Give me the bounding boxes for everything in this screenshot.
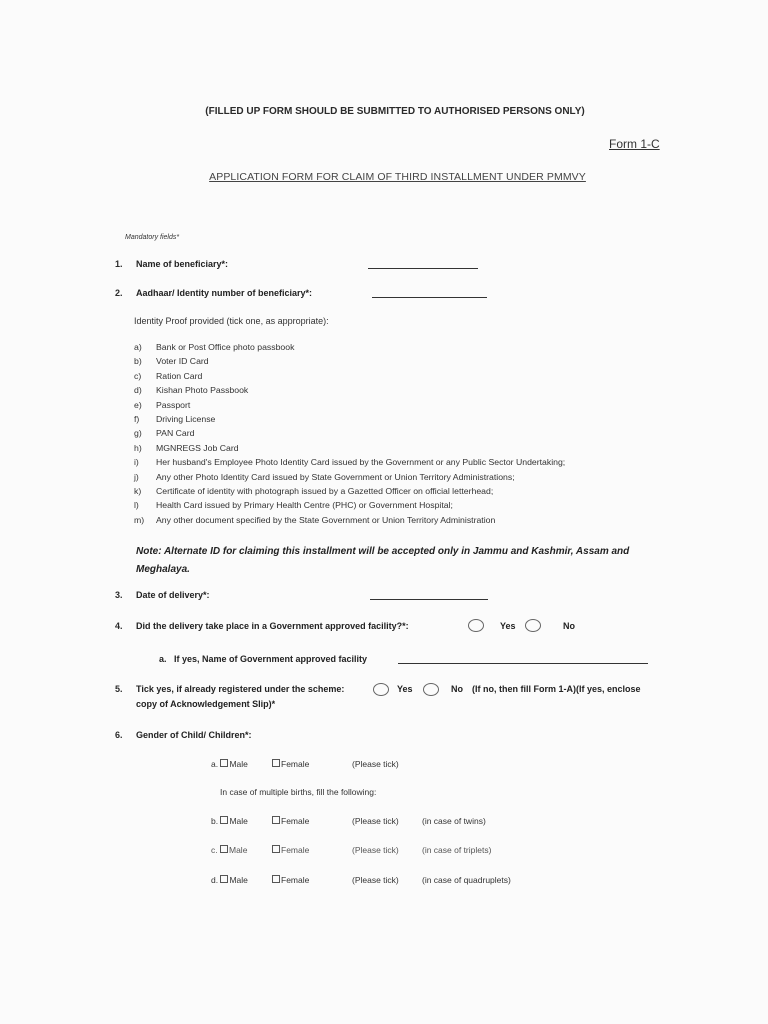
list-item[interactable]: b) Voter ID Card (134, 356, 209, 367)
id-proof-list (134, 340, 565, 527)
q5-no-radio[interactable] (423, 683, 439, 696)
list-item[interactable]: a) Bank or Post Office photo passbook (134, 342, 295, 352)
gender-row-d-tick: (Please tick) (352, 875, 399, 885)
checkbox-icon (272, 759, 280, 767)
list-item[interactable]: i) Her husband's Employee Photo Identity Card issued by the Government or any Public Sector Undertaking; (134, 457, 566, 468)
list-item[interactable]: e) Passport (134, 399, 191, 410)
list-item[interactable]: m) Any other document specified by the State Government or Union Territory Administration (134, 514, 496, 525)
gender-row-c-tick: (Please tick) (352, 845, 399, 855)
gender-row-a-male[interactable]: a. Male (211, 759, 248, 769)
gender-row-c-male[interactable]: c. Male (211, 845, 248, 855)
q3-number: 3. (115, 590, 123, 600)
q5-number: 5. (115, 684, 123, 694)
checkbox-icon (220, 816, 228, 824)
gender-row-a-female[interactable]: Female (272, 759, 309, 769)
form-code: Form 1-C (609, 137, 660, 151)
aadhaar-number-field[interactable] (372, 297, 487, 298)
q4a-label: a. If yes, Name of Government approved facility (159, 654, 368, 664)
alternate-id-note: Note: Alternate ID for claiming this installment will be accepted only in Jammu and Kashmir, Assam and Meghalaya. (136, 546, 630, 575)
q5-label: Tick yes, if already registered under the scheme: (136, 684, 345, 694)
gender-row-b-case: (in case of twins) (422, 816, 486, 826)
header-note: (FILLED UP FORM SHOULD BE SUBMITTED TO AUTHORISED PERSONS ONLY) (205, 106, 585, 117)
q4-label: Did the delivery take place in a Government approved facility?*: (136, 621, 409, 631)
list-item[interactable]: f) Driving License (134, 413, 216, 424)
gender-row-b-tick: (Please tick) (352, 816, 399, 826)
q6-label: Gender of Child/ Children*: (136, 730, 252, 740)
q5-yes-label: Yes (397, 684, 413, 694)
q6-number: 6. (115, 730, 123, 740)
form-title: APPLICATION FORM FOR CLAIM OF THIRD INSTALLMENT UNDER PMMVY (209, 171, 586, 183)
delivery-date-field[interactable] (370, 599, 488, 600)
gender-row-d-female[interactable]: Female (272, 875, 309, 885)
gender-row-b-male[interactable]: b. Male (211, 816, 248, 826)
multiple-births-note: In case of multiple births, fill the following: (220, 787, 377, 797)
q1-label: Name of beneficiary*: (136, 259, 229, 269)
q5-tail: (If no, then fill Form 1-A)(If yes, enclose (472, 684, 641, 694)
gender-row-a-tick: (Please tick) (352, 759, 399, 769)
q5-yes-radio[interactable] (373, 683, 389, 696)
list-item[interactable]: k) Certificate of identity with photograph issued by a Gazetted Officer on official letterhead; (134, 485, 494, 496)
gender-row-c-case: (in case of triplets) (422, 845, 492, 855)
checkbox-icon (220, 759, 228, 767)
q2-number: 2. (115, 288, 123, 298)
checkbox-icon (220, 845, 228, 853)
gender-row-d-case: (in case of quadruplets) (422, 875, 511, 885)
q4-yes-radio[interactable] (468, 619, 484, 632)
q4-no-radio[interactable] (525, 619, 541, 632)
gender-row-d-male[interactable]: d. Male (211, 875, 248, 885)
checkbox-icon (272, 845, 280, 853)
list-item[interactable]: l) Health Card issued by Primary Health Centre (PHC) or Government Hospital; (134, 500, 453, 511)
q4-no-label: No (563, 621, 575, 631)
q4-number: 4. (115, 621, 123, 631)
q5-line2: copy of Acknowledgement Slip)* (136, 699, 276, 709)
gender-row-c-female[interactable]: Female (272, 845, 309, 855)
id-proof-heading: Identity Proof provided (tick one, as appropriate): (134, 316, 329, 326)
q5-no-label: No (451, 684, 463, 694)
gender-row-b-female[interactable]: Female (272, 816, 309, 826)
q4-yes-label: Yes (500, 621, 516, 631)
list-item[interactable]: c) Ration Card (134, 370, 203, 381)
checkbox-icon (220, 875, 228, 883)
list-item[interactable]: g) PAN Card (134, 428, 195, 439)
list-item[interactable]: d) Kishan Photo Passbook (134, 385, 249, 396)
q2-label: Aadhaar/ Identity number of beneficiary*: (136, 288, 313, 298)
checkbox-icon (272, 875, 280, 883)
checkbox-icon (272, 816, 280, 824)
q1-number: 1. (115, 259, 123, 269)
mandatory-note: Mandatory fields* (125, 234, 180, 241)
q3-label: Date of delivery*: (136, 590, 210, 600)
list-item[interactable]: j) Any other Photo Identity Card issued by State Government or Union Territory Administrations; (134, 471, 515, 482)
facility-name-field[interactable] (398, 663, 648, 664)
list-item[interactable]: h) MGNREGS Job Card (134, 442, 239, 453)
beneficiary-name-field[interactable] (368, 268, 478, 269)
